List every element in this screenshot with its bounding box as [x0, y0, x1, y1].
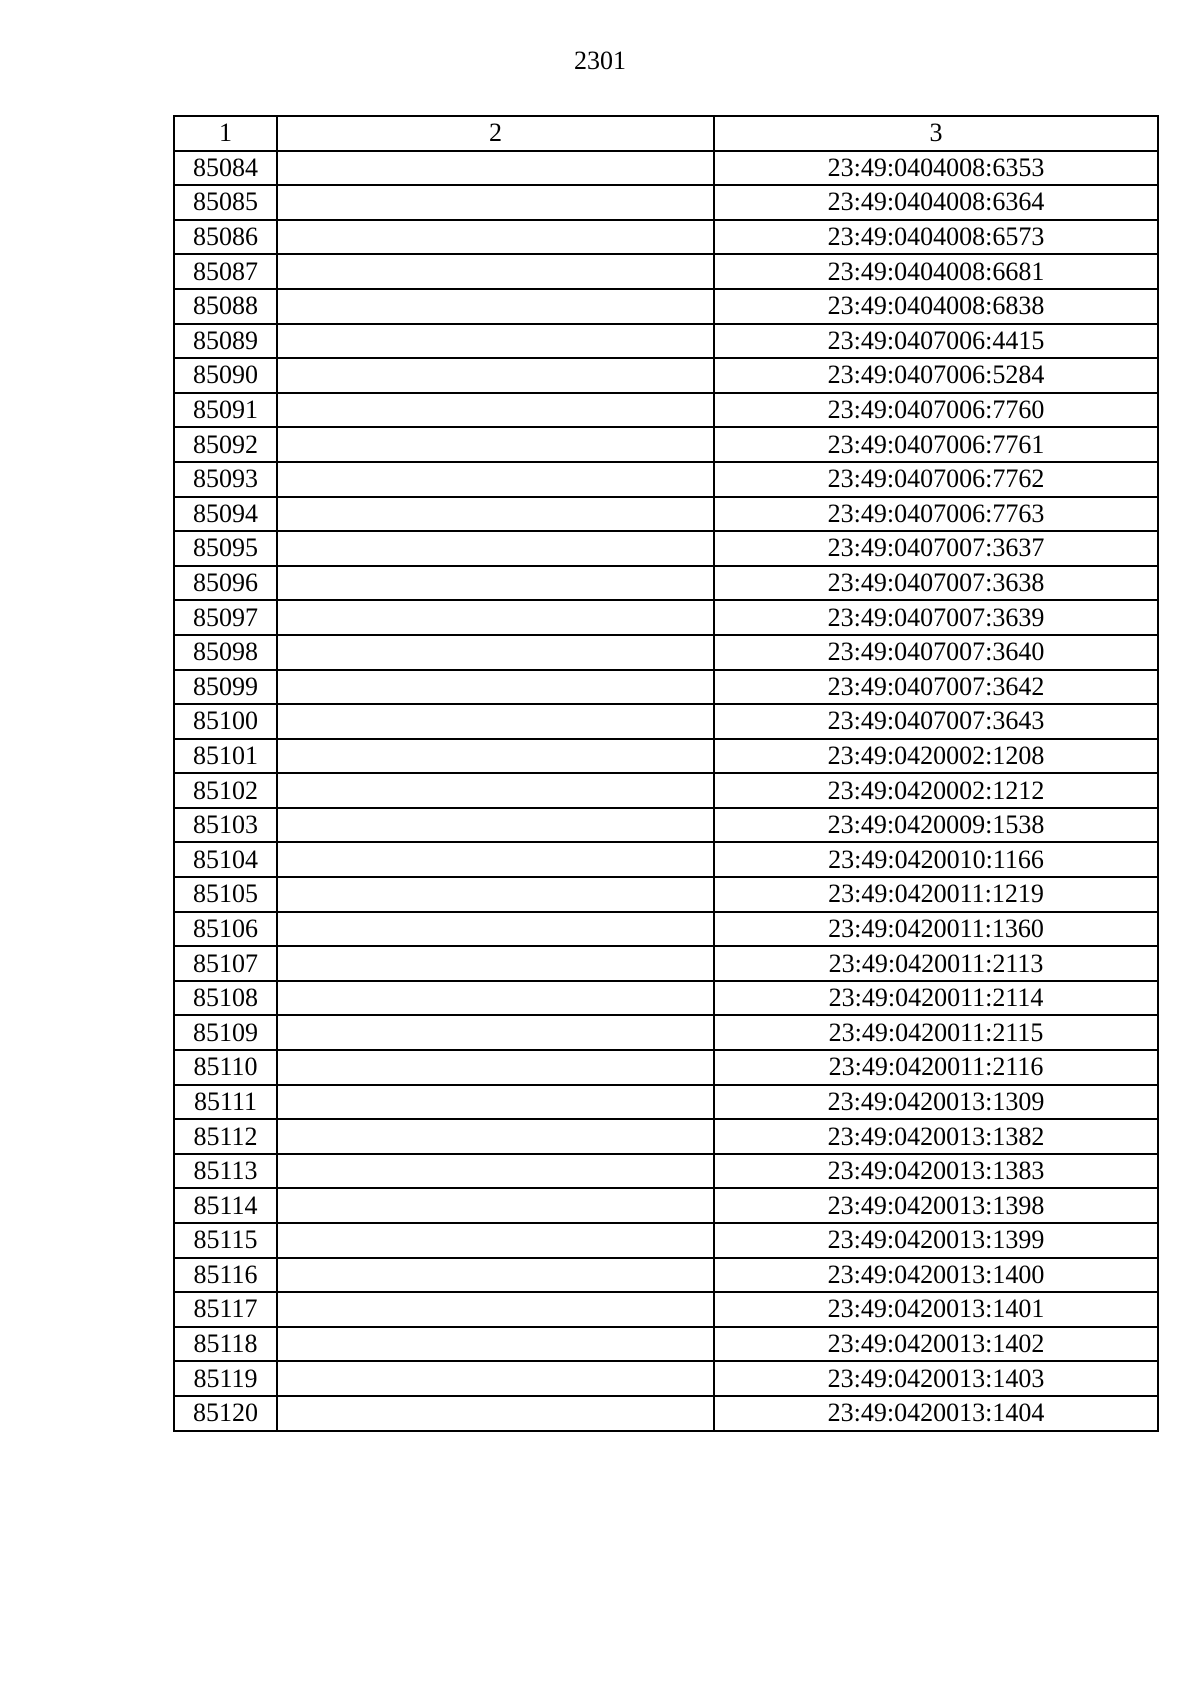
table-row	[174, 151, 1158, 186]
row-number-cell: 85089	[174, 324, 277, 359]
cadastral-number-cell: 23:49:0407006:7762	[714, 462, 1158, 497]
column-2-cell	[277, 912, 714, 947]
column-header-3: 3	[714, 116, 1158, 151]
column-2-cell	[277, 670, 714, 705]
table-row	[174, 670, 1158, 705]
row-number-cell: 85116	[174, 1258, 277, 1293]
row-number-cell: 85111	[174, 1085, 277, 1120]
cadastral-number-cell: 23:49:0407007:3639	[714, 600, 1158, 635]
column-2-cell	[277, 462, 714, 497]
row-number-cell: 85103	[174, 808, 277, 843]
row-number-cell: 85093	[174, 462, 277, 497]
table-row	[174, 1154, 1158, 1189]
cadastral-number-cell: 23:49:0420013:1399	[714, 1223, 1158, 1258]
row-number-cell: 85086	[174, 220, 277, 255]
table-row	[174, 185, 1158, 220]
column-2-cell	[277, 220, 714, 255]
row-number-cell: 85090	[174, 358, 277, 393]
table-row	[174, 393, 1158, 428]
cadastral-number-cell: 23:49:0420010:1166	[714, 842, 1158, 877]
row-number-cell: 85087	[174, 254, 277, 289]
table-row	[174, 1119, 1158, 1154]
cadastral-number-cell: 23:49:0420013:1398	[714, 1188, 1158, 1223]
column-2-cell	[277, 1223, 714, 1258]
table-row	[174, 981, 1158, 1016]
table-row	[174, 704, 1158, 739]
row-number-cell: 85100	[174, 704, 277, 739]
table-row	[174, 497, 1158, 532]
row-number-cell: 85119	[174, 1361, 277, 1396]
cadastral-number-cell: 23:49:0420013:1401	[714, 1292, 1158, 1327]
column-2-cell	[277, 531, 714, 566]
column-2-cell	[277, 842, 714, 877]
column-2-cell	[277, 427, 714, 462]
row-number-cell: 85109	[174, 1015, 277, 1050]
table-row	[174, 1327, 1158, 1362]
column-2-cell	[277, 808, 714, 843]
table-row	[174, 1085, 1158, 1120]
row-number-cell: 85115	[174, 1223, 277, 1258]
column-header-2: 2	[277, 116, 714, 151]
row-number-cell: 85084	[174, 151, 277, 186]
column-2-cell	[277, 254, 714, 289]
table-row	[174, 946, 1158, 981]
row-number-cell: 85104	[174, 842, 277, 877]
column-2-cell	[277, 773, 714, 808]
cadastral-number-cell: 23:49:0404008:6364	[714, 185, 1158, 220]
table-row	[174, 566, 1158, 601]
row-number-cell: 85107	[174, 946, 277, 981]
row-number-cell: 85096	[174, 566, 277, 601]
table-row	[174, 1050, 1158, 1085]
cadastral-number-cell: 23:49:0420013:1400	[714, 1258, 1158, 1293]
cadastral-number-cell: 23:49:0404008:6353	[714, 151, 1158, 186]
cadastral-number-cell: 23:49:0407006:7760	[714, 393, 1158, 428]
column-2-cell	[277, 324, 714, 359]
cadastral-number-cell: 23:49:0407007:3638	[714, 566, 1158, 601]
table-row	[174, 462, 1158, 497]
cadastral-number-cell: 23:49:0420009:1538	[714, 808, 1158, 843]
row-number-cell: 85105	[174, 877, 277, 912]
registry-table	[173, 115, 1159, 1432]
row-number-cell: 85114	[174, 1188, 277, 1223]
row-number-cell: 85120	[174, 1396, 277, 1431]
cadastral-number-cell: 23:49:0420002:1208	[714, 739, 1158, 774]
table-row	[174, 1015, 1158, 1050]
column-2-cell	[277, 185, 714, 220]
row-number-cell: 85113	[174, 1154, 277, 1189]
cadastral-number-cell: 23:49:0407006:7763	[714, 497, 1158, 532]
cadastral-number-cell: 23:49:0404008:6573	[714, 220, 1158, 255]
column-2-cell	[277, 1396, 714, 1431]
header-row	[174, 116, 1158, 151]
table-row	[174, 531, 1158, 566]
table-row	[174, 358, 1158, 393]
table-row	[174, 1188, 1158, 1223]
cadastral-number-cell: 23:49:0407007:3643	[714, 704, 1158, 739]
table-row	[174, 254, 1158, 289]
row-number-cell: 85102	[174, 773, 277, 808]
cadastral-number-cell: 23:49:0420011:1360	[714, 912, 1158, 947]
column-2-cell	[277, 981, 714, 1016]
table-row	[174, 635, 1158, 670]
cadastral-number-cell: 23:49:0407007:3637	[714, 531, 1158, 566]
cadastral-number-cell: 23:49:0407006:7761	[714, 427, 1158, 462]
column-2-cell	[277, 946, 714, 981]
table-row	[174, 1396, 1158, 1431]
column-2-cell	[277, 1154, 714, 1189]
table-row	[174, 427, 1158, 462]
column-2-cell	[277, 739, 714, 774]
cadastral-number-cell: 23:49:0420013:1404	[714, 1396, 1158, 1431]
cadastral-number-cell: 23:49:0420011:2115	[714, 1015, 1158, 1050]
column-2-cell	[277, 289, 714, 324]
table-row	[174, 773, 1158, 808]
column-2-cell	[277, 1050, 714, 1085]
table-row	[174, 600, 1158, 635]
cadastral-number-cell: 23:49:0407006:5284	[714, 358, 1158, 393]
cadastral-number-cell: 23:49:0407007:3642	[714, 670, 1158, 705]
table-row	[174, 808, 1158, 843]
table-row	[174, 1223, 1158, 1258]
row-number-cell: 85095	[174, 531, 277, 566]
row-number-cell: 85106	[174, 912, 277, 947]
row-number-cell: 85098	[174, 635, 277, 670]
row-number-cell: 85108	[174, 981, 277, 1016]
table-row	[174, 1258, 1158, 1293]
table-row	[174, 289, 1158, 324]
column-2-cell	[277, 1292, 714, 1327]
row-number-cell: 85092	[174, 427, 277, 462]
row-number-cell: 85101	[174, 739, 277, 774]
row-number-cell: 85085	[174, 185, 277, 220]
table-row	[174, 1361, 1158, 1396]
cadastral-number-cell: 23:49:0420011:2114	[714, 981, 1158, 1016]
row-number-cell: 85088	[174, 289, 277, 324]
cadastral-number-cell: 23:49:0407006:4415	[714, 324, 1158, 359]
column-2-cell	[277, 1327, 714, 1362]
cadastral-number-cell: 23:49:0420011:1219	[714, 877, 1158, 912]
cadastral-number-cell: 23:49:0420013:1309	[714, 1085, 1158, 1120]
column-2-cell	[277, 1258, 714, 1293]
column-2-cell	[277, 1361, 714, 1396]
row-number-cell: 85112	[174, 1119, 277, 1154]
cadastral-number-cell: 23:49:0404008:6838	[714, 289, 1158, 324]
cadastral-number-cell: 23:49:0420011:2113	[714, 946, 1158, 981]
table-row	[174, 912, 1158, 947]
row-number-cell: 85118	[174, 1327, 277, 1362]
column-header-1: 1	[174, 116, 277, 151]
table-row	[174, 220, 1158, 255]
table-row	[174, 877, 1158, 912]
cadastral-number-cell: 23:49:0420013:1402	[714, 1327, 1158, 1362]
cadastral-number-cell: 23:49:0420011:2116	[714, 1050, 1158, 1085]
column-2-cell	[277, 1119, 714, 1154]
row-number-cell: 85097	[174, 600, 277, 635]
row-number-cell: 85117	[174, 1292, 277, 1327]
column-2-cell	[277, 600, 714, 635]
cadastral-number-cell: 23:49:0420002:1212	[714, 773, 1158, 808]
page-number: 2301	[574, 46, 626, 75]
column-2-cell	[277, 877, 714, 912]
column-2-cell	[277, 1085, 714, 1120]
row-number-cell: 85094	[174, 497, 277, 532]
column-2-cell	[277, 497, 714, 532]
cadastral-number-cell: 23:49:0420013:1403	[714, 1361, 1158, 1396]
cadastral-number-cell: 23:49:0404008:6681	[714, 254, 1158, 289]
column-2-cell	[277, 635, 714, 670]
cadastral-number-cell: 23:49:0420013:1382	[714, 1119, 1158, 1154]
column-2-cell	[277, 393, 714, 428]
row-number-cell: 85110	[174, 1050, 277, 1085]
column-2-cell	[277, 358, 714, 393]
column-2-cell	[277, 704, 714, 739]
column-2-cell	[277, 1188, 714, 1223]
table-row	[174, 324, 1158, 359]
table-row	[174, 739, 1158, 774]
row-number-cell: 85091	[174, 393, 277, 428]
row-number-cell: 85099	[174, 670, 277, 705]
column-2-cell	[277, 151, 714, 186]
cadastral-number-cell: 23:49:0420013:1383	[714, 1154, 1158, 1189]
column-2-cell	[277, 1015, 714, 1050]
table-row	[174, 842, 1158, 877]
column-2-cell	[277, 566, 714, 601]
table-row	[174, 1292, 1158, 1327]
table-body	[174, 151, 1158, 1431]
cadastral-number-cell: 23:49:0407007:3640	[714, 635, 1158, 670]
